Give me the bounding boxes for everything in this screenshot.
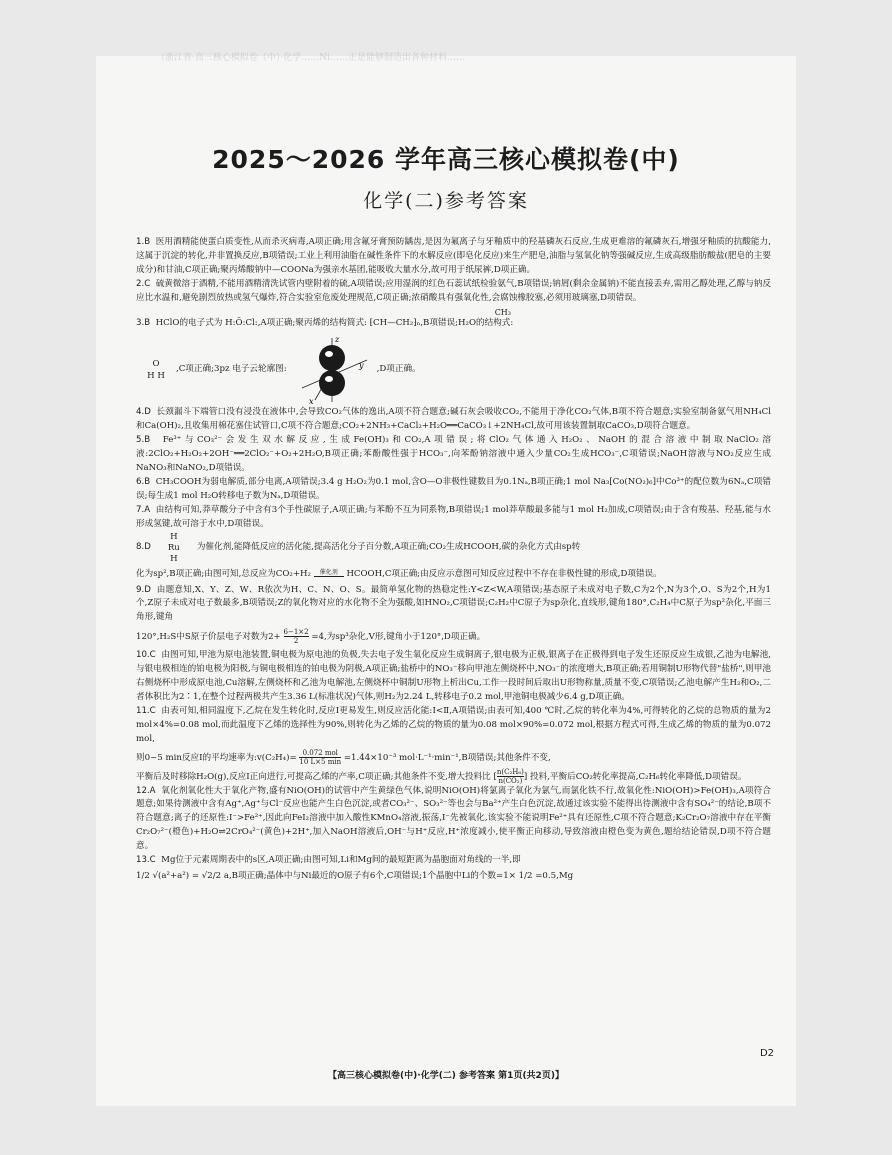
answer-text: 投料,平衡后CO₂转化率提高,C₂H₆转化率降低,D项错误。 xyxy=(530,771,747,782)
answer-5 xyxy=(136,434,771,476)
answer-text: =4,为sp³杂化,V形,键角小于120°,D项正确。 xyxy=(311,632,486,643)
water-structure xyxy=(136,358,176,382)
answer-text: HCOOH,C项正确;由反应示意图可知反应过程中不存在非极性键的形成,D项错误。 xyxy=(346,568,662,579)
water-hydrogens: H H xyxy=(147,371,165,382)
fraction-numerator: 0.072 mol xyxy=(299,749,341,758)
answer-text: 由图可知,甲池为原电池装置,铜电极为原电池的负极,失去电子发生氧化反应生成铜离子,银电极为正极,银离子在正极得到电子发生还原反应生成银,乙池为电解池,与银电极相连的铂电极为阳极,与铜电极相连的铂电极为阴极,A项正确;盐桥中的NO₃⁻移向甲池左侧烧杯中,NO₃⁻的浓度增大,B项正确;若用铜制U形物代替"盐桥",则甲池右侧烧杯中形成原电池,Cu溶解,左侧烧杯和乙池为电解池,左侧烧杯中铜制U形物上析出Cu,工作一段时间后取出U形物称量,质量不变,C项错误;乙池电解产生H₂和O₂,二者体积比为2∶1,在整个过程两极共产生3.36 L(标准状况)气体,则H₂为2.24 L,转移电子0.2 mol,甲池铜电极减少6.4 g,D项正确。 xyxy=(136,650,772,702)
answer-number: 7.A xyxy=(136,504,151,515)
ru-hydrogen-bottom: H xyxy=(170,553,178,564)
page-subtitle: 化学(二)参考答案 xyxy=(363,190,529,212)
ch3-label: CH₃ xyxy=(494,307,511,317)
answer-text: a,B项正确;晶体中与Ni最近的O原子有6个,C项错误;1个晶胞中Li的个数=1× xyxy=(223,871,516,881)
answer-number: 5.B xyxy=(136,435,151,446)
answer-number: 3.B xyxy=(136,317,151,328)
ru-complex xyxy=(151,532,197,565)
answer-number: 8.D xyxy=(136,542,151,553)
ratio-fraction xyxy=(497,768,524,785)
math-half: 1/2 xyxy=(518,871,533,881)
answer-number: 9.D xyxy=(136,584,151,595)
catalyst-arrow xyxy=(314,569,344,577)
fraction-numerator: n(C₂H₆) xyxy=(496,767,524,776)
answer-text: 氧化剂氧化性大于氧化产物,盛有NiO(OH)的试管中产生黄绿色气体,说明NiO(OH)将氯离子氧化为氯气,而氯化铁不行,故氧化性:NiO(OH)>Fe(OH)₃,A项符合题意;如果待测液中含有Ag⁺,Ag⁺与Cl⁻反应也能产生白色沉淀,或者CO₃²⁻、SO₃²⁻等也会与Ba²⁺产生白色沉淀,故通过该实验不能得出待测液中含有SO₄²⁻的结论,B项不符合题意;离子的还原性:I⁻>Fe²⁺,因此向FeI₂溶液中加入酸性KMnO₄溶液,振荡,I⁻先被氧化,该实验不能说明Fe²⁺具有还原性,C项不符合题意;K₂Cr₂O₇溶液中存在平衡Cr₂O₇²⁻(橙色)+H₂O⇌2CrO₄²⁻(黄色)+2H⁺,加入NaOH溶液后,OH⁻与H⁺反应,H⁺浓度减小,使平衡正向移动,导致溶液由橙色变为黄色,题给结论错误,D项不符合题意。 xyxy=(136,785,771,852)
fraction-denominator: 2 xyxy=(293,637,299,646)
page-footer: 【高三核心模拟卷(中)·化学(二) 参考答案 第1页(共2页)】 xyxy=(328,1071,564,1081)
answer-9 xyxy=(136,584,771,646)
answer-text: 则0~5 min反应Ⅰ的平均速率为:v(C₂H₄)= xyxy=(136,752,297,763)
rate-fraction xyxy=(299,749,341,766)
answer-2 xyxy=(136,278,771,306)
fraction xyxy=(284,628,309,645)
math-sqrt: √(a²+a²) xyxy=(152,871,190,881)
answer-10 xyxy=(136,649,771,705)
answer-number: 6.B xyxy=(136,476,151,487)
answer-number: 2.C xyxy=(136,278,151,289)
bleed-through-text: （浙江省·高三核心模拟卷（中）·化学……Ni……正是能够制造出各种材料…… xyxy=(156,53,465,63)
math-half: 1/2 xyxy=(136,871,150,881)
answer-number: 11.C xyxy=(136,705,156,716)
axis-x-label: x xyxy=(308,397,314,407)
answer-list xyxy=(136,236,771,884)
answer-6 xyxy=(136,476,771,504)
axis-z-label: z xyxy=(334,335,339,345)
math-sqrt2-over-2: √2/2 xyxy=(201,871,222,881)
axis-y-label: y xyxy=(358,361,364,371)
answer-7 xyxy=(136,504,771,532)
answer-text: ,D项正确。 xyxy=(376,364,421,375)
answer-text: 长颈漏斗下端管口没有浸没在液体中,会导致CO₂气体的逸出,A项不符合题意;碱石灰会吸收CO₂,不能用于净化CO₂气体,B项不符合题意;实验室制备氨气用NH₄Cl和Ca(OH)₂,且收集用棉花塞住试管口,C项不符合题意;CO₂+2NH₃+CaCl₂+H₂O══CaCO₃↓+2NH₄Cl,故可用该装置制取CaCO₃,D项符合题意。 xyxy=(136,407,771,432)
answer-text: 120°,H₂S中S原子价层电子对数为2+ xyxy=(136,632,281,643)
answer-8 xyxy=(136,532,771,582)
answer-number: 12.A xyxy=(136,785,156,796)
fraction-denominator: 10 L×5 min xyxy=(299,757,342,766)
3pz-orbital-figure xyxy=(287,334,377,406)
catalyst-label: 催化剂 xyxy=(319,569,338,577)
math-equals: = xyxy=(191,871,200,881)
answer-text: 硫黄微溶于酒精,不能用酒精清洗试管内壁附着的硫,A项错误;应用湿润的红色石蕊试纸检验氨气,B项错误;钠屑(剩余金属钠)不能直接丢弃,需用乙醇处理,乙醇与钠反应比水温和,避免剧烈放热或氢气爆炸,符合实验室危废处理规范,C项正确;浓硝酸具有强氧化性,会腐蚀橡胶塞,必须用玻璃塞,D项错误。 xyxy=(136,278,772,303)
answer-13 xyxy=(136,854,771,884)
answer-text: ,C项正确;3pz 电子云轮廓图: xyxy=(176,364,287,375)
answer-3 xyxy=(136,308,771,407)
fraction-numerator: 6−1×2 xyxy=(283,628,309,637)
answer-text: =1.44×10⁻³ mol·L⁻¹·min⁻¹,B项错误;其他条件不变, xyxy=(343,752,551,763)
answer-text: 由题意知,X、Y、Z、W、R依次为H、C、N、O、S。最简单氢化物的热稳定性:Y<Z<W,A项错误;基态原子未成对电子数,C为2个,N为3个,O、S为2个,H为1个,Z原子未成对电子数最多,B项错误;Z的氧化物对应的水化物不全为强酸,如HNO₂,C项错误;C₂H₂中C原子为sp杂化,直线形,键角180°,C₂H₄中C原子为sp²杂化,平面三角形,键角 xyxy=(136,584,771,623)
answer-number: 4.D xyxy=(136,407,151,418)
answer-text: HClO的电子式为 H:Ö:Cl:,A项正确;聚丙烯的结构简式: ⁅CH—CH₂⁆ₙ,B项错误;H₂O的结构式: xyxy=(155,317,514,328)
answer-text: =0.5,Mg xyxy=(535,871,574,881)
answer-text: Fe³⁺与CO₃²⁻会发生双水解反应,生成Fe(OH)₃和CO₂,A项错误;将ClO₂气体通入H₂O₂、NaOH的混合溶液中制取NaClO₂溶液:2ClO₂+H₂O₂+2OH⁻══2ClO₂⁻+O₂+2H₂O,B项正确;苯酚酸性强于HCO₃⁻,向苯酚钠溶液中通入少量CO₂生成HCO₃⁻,C项错误;NaOH溶液与NO₂反应生成NaNO₃和NaNO₂,D项错误。 xyxy=(136,435,771,474)
answer-number: 1.B xyxy=(136,237,151,247)
answer-text: Mg位于元素周期表中的s区,A项正确;由图可知,Li和Mg间的最短距离为晶胞面对角线的一半,即 xyxy=(161,855,521,866)
answer-number: 13.C xyxy=(136,855,156,866)
answer-text: 为催化剂,能降低反应的活化能,提高活化分子百分数,A项正确;CO₂生成HCOOH,碳的杂化方式由sp转 xyxy=(196,542,581,553)
fraction-denominator: n(CO₂) xyxy=(498,776,523,785)
answer-4 xyxy=(136,406,771,434)
answer-text: 医用酒精能使蛋白质变性,从而杀灭病毒,A项正确;用含氟牙膏预防龋齿,是因为氟离子与牙釉质中的羟基磷灰石反应,生成更难溶的氟磷灰石,增强牙釉质的抗酸能力,这属于沉淀的转化,并非置换反应,B项错误;工业上利用油脂在碱性条件下的水解反应(即皂化反应)来生产肥皂,油脂与氢氧化钠等强碱反应,生成高级脂肪酸盐(肥皂的主要成分)和甘油,C项正确;聚丙烯酸钠中—COONa为强亲水基团,能吸收大量水分,故可用于纸尿裤,D项正确。 xyxy=(136,237,771,275)
answer-text: 化为sp²,B项正确;由图可知,总反应为CO₂+H₂ xyxy=(136,568,311,579)
page-title: 2025～2026 学年高三核心模拟卷(中) xyxy=(212,145,680,174)
answer-text: 由表可知,相同温度下,乙烷在发生转化时,反应Ⅰ更易发生,则反应活化能:Ⅰ<Ⅱ,A项错误;由表可知,400 ℃时,乙烷的转化率为4%,可得转化的乙烷的总物质的量为2 mol×4%=0.08 mol,而此温度下乙烯的选择性为90%,则转化为乙烯的乙烷的物质的量为0.08 mol×90%=0.072 mol,根据方程式可得,生成乙烯的物质的量为0.072 mol, xyxy=(136,705,771,744)
ru-atom: Ru xyxy=(167,542,180,553)
answer-1 xyxy=(136,236,771,278)
ru-hydrogen-top: H xyxy=(170,531,178,542)
answer-text: 平衡后及时移除H₂O(g),反应Ⅰ正向进行,可提高乙烯的产率,C项正确;其他条件不变,增大投料比 xyxy=(136,771,491,782)
water-oxygen: O xyxy=(152,359,160,370)
answer-number: 10.C xyxy=(136,650,156,661)
answer-12 xyxy=(136,785,771,855)
answer-sheet xyxy=(96,53,796,1106)
page-code: D2 xyxy=(759,1048,774,1059)
answer-text: 由结构可知,莽草酸分子中含有3个手性碳原子,A项正确;与苯酚不互为同系物,B项错误;1 mol莽草酸最多能与1 mol H₂加成,C项错误;由于含有羧基、羟基,能与水形成氢键,故可溶于水中,D项错误。 xyxy=(136,504,771,529)
answer-text: CH₃COOH为弱电解质,部分电离,A项错误;3.4 g H₂O₂为0.1 mol,含O—O非极性键数目为0.1Nₐ,B项正确;1 mol Na₃[Co(NO₂)₆]中Co³⁺的配位数为6Nₐ,C项错误;每生成1 mol H₂O转移电子数为Nₐ,D项错误。 xyxy=(136,476,771,501)
answer-11: 11.C 由表可知,相同温度下,乙烷在发生转化时,反应Ⅰ更易发生,则反应活化能:Ⅰ<Ⅱ,A项错误;由表可知,400 ℃时,乙烷的转化率为4%,可得转化的乙烷的总物质的量为2 mol×4%=0.08 mol,而此温度下乙烯的选择性为90%,则转化为乙烯的乙烷的物质的量为0.08 mol×90%=0.072 mol,根据方程式可得,生成乙烯的物质的量为0.072 mol, 则0~5 min反应Ⅰ的平均速率为:v(C₂H₄)= 0.072 mol 10 L×5 min =1.44×10⁻³ mol·L⁻¹·min⁻¹,B项错误;其他条件不变, 平衡后及时移除H₂O(g),反应Ⅰ正向进行,可提高乙烯的产率,C项正确;其他条件不变,增大投料比 [ $\frac{\text{n(C₂H₆)}}{\text{n(CO₂)}}$ ] 投料,平衡后CO₂转化率提高,C₂H₆转化率降低,D项错误。 xyxy=(136,705,771,785)
